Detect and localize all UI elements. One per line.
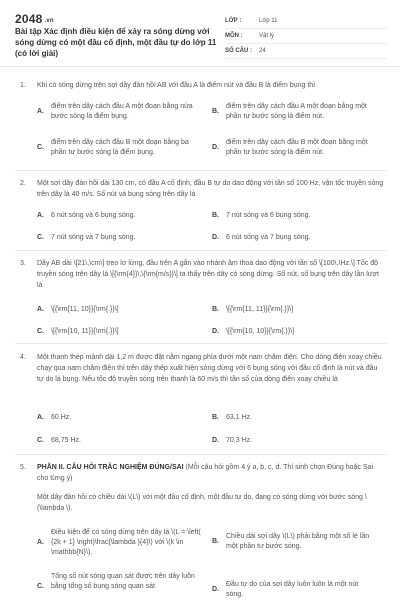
option-d[interactable]: D. 70,3 Hz. [212, 437, 253, 444]
question-1 [0, 80, 400, 91]
meta-value: 24 [259, 48, 266, 54]
option-b[interactable]: B. điểm trên dây cách đầu A một đoạn bằng một phần tư bước sóng là điểm nút. [212, 103, 367, 120]
section-note: (Mỗi câu hỏi gồm 4 ý a, b, c, d. Thí sinh chọn Đúng hoặc Sai cho từng ý) [37, 464, 373, 482]
option-a[interactable]: A. 60 Hz. [37, 414, 72, 421]
question-5 [0, 462, 400, 484]
option-b[interactable]: B. Chiều dài sợi dây \(L\) phải bằng một số lẻ lần một phần tư bước sóng. [212, 533, 370, 550]
meta-value: Lớp 11 [259, 18, 278, 24]
question-number: 4. [20, 354, 26, 361]
question-text: Một sợi dây đàn hồi dài 130 cm, có đầu A cố định, đầu B tự do dao động với tần số 100 Hz, vận tốc truyền sóng trên dây là 40 m/s. Số nút và bụng sóng trên dây là [37, 180, 384, 198]
option-a[interactable]: A. điểm trên dây cách đầu A một đoạn bằng nửa bước sóng là điểm bụng. [37, 103, 193, 120]
option-a[interactable]: A. 6 nút sóng và 6 bụng sóng. [37, 212, 136, 219]
option-d[interactable]: D. điểm trên dây cách đầu B một đoạn bằng một phần tư bước sóng là điểm nút. [212, 139, 368, 156]
meta-row-count [225, 44, 387, 59]
document-meta [225, 14, 387, 59]
question-2 [0, 178, 400, 200]
meta-key: SỐ CÂU : [225, 48, 252, 54]
divider [15, 170, 387, 171]
section-header [37, 462, 385, 484]
meta-row-subject [225, 29, 387, 44]
document-header [0, 0, 400, 67]
question-number: 2. [20, 180, 26, 187]
meta-value: Vật lý [259, 33, 275, 39]
document-title: Bài tập Xác định điều kiện để xảy ra sóng dừng với sóng dừng có một đầu cố định, một đầu tự do lớp 11 (có lời giải) [15, 27, 217, 58]
site-logo[interactable] [15, 12, 54, 26]
section-title: PHẦN II. CÂU HỎI TRẮC NGHIỆM ĐÚNG/SAI [37, 464, 184, 471]
question-3 [0, 258, 400, 291]
option-b[interactable]: B. \[{\rm{11, 11}}{\rm{.}}\] [212, 306, 294, 313]
logo-text: 2048 [15, 12, 43, 26]
question-4 [0, 352, 400, 385]
question-text: Dây AB dài \[21\,\cm\] treo lơ lửng, đầu trên A gắn vào nhánh âm thoa dao động với tần số \[100\,\Hz.\] Tốc độ truyền sóng trên dây là \[{\rm{4}}\,\{\rm{m/s}}\] ta thấy trên dây có sóng dừng. Số nút, số bụng trên dây lần lượt là [37, 260, 379, 289]
divider [15, 454, 387, 455]
option-c[interactable]: C. \[{\rm{10, 11}}{\rm{.}}\] [37, 328, 119, 335]
option-a[interactable]: A. \[{\rm{11, 10}}{\rm{.}}\] [37, 306, 119, 313]
question-text: Một thanh thép mảnh dài 1,2 m được đặt nằm ngang phía dưới một nam châm điện. Cho dòng điện xoay chiều chạy qua nam châm điện thì trên dây thép xuất hiện sóng dừng với 6 bụng sóng với đầu cố định là nút và đầu tự do là bụng. Nếu tốc độ truyền sóng trên thanh là 60 m/s thì tần số của dòng điện xoay chiều là [37, 354, 382, 383]
option-c[interactable]: C. Tổng số nút sóng quan sát được trên dây luôn bằng tổng số bụng sóng quan sát [37, 573, 195, 590]
question-number: 5. [20, 464, 26, 471]
question-5-stem [0, 492, 400, 514]
option-d[interactable]: D. \[{\rm{10, 10}}{\rm{.}}\] [212, 328, 295, 335]
meta-key: LỚP : [225, 18, 242, 24]
option-d[interactable]: D. Đầu tự do của sợi dây luôn luôn là một nút sóng. [212, 581, 359, 598]
divider [15, 250, 387, 251]
meta-key: MÔN : [225, 33, 243, 39]
option-c[interactable]: C. điểm trên dây cách đầu B một đoạn bằng ba phần tư bước sóng là điểm bụng. [37, 139, 189, 156]
question-text: Một dây đàn hồi có chiều dài \(L\) với một đầu cố định, một đầu tự do, đang có sóng dừng với bước sóng \(\lambda \). [37, 494, 367, 512]
option-b[interactable]: B. 63,1 Hz. [212, 414, 253, 421]
logo-domain: .vn [44, 18, 54, 24]
question-text: Khi có sóng dừng trên sợi dây đàn hồi AB với đầu A là điểm nút và đầu B là điểm bụng thì [37, 82, 316, 89]
question-number: 1. [20, 82, 26, 89]
option-c[interactable]: C. 7 nút sóng và 7 bụng sóng. [37, 234, 136, 241]
divider [15, 343, 387, 344]
meta-row-class [225, 14, 387, 29]
option-b[interactable]: B. 7 nút sóng và 6 bụng sóng. [212, 212, 311, 219]
option-d[interactable]: D. 6 nút sóng và 7 bụng sóng. [212, 234, 311, 241]
option-a[interactable]: A. Điều kiện để có sóng dừng trên dây là \(L = \left( {2k + 1} \right)\frac{\lambda }{4}\) với \(k \in \mathbb{N}\). [37, 529, 201, 556]
option-c[interactable]: C. 68,75 Hz. [37, 437, 81, 444]
question-number: 3. [20, 260, 26, 267]
